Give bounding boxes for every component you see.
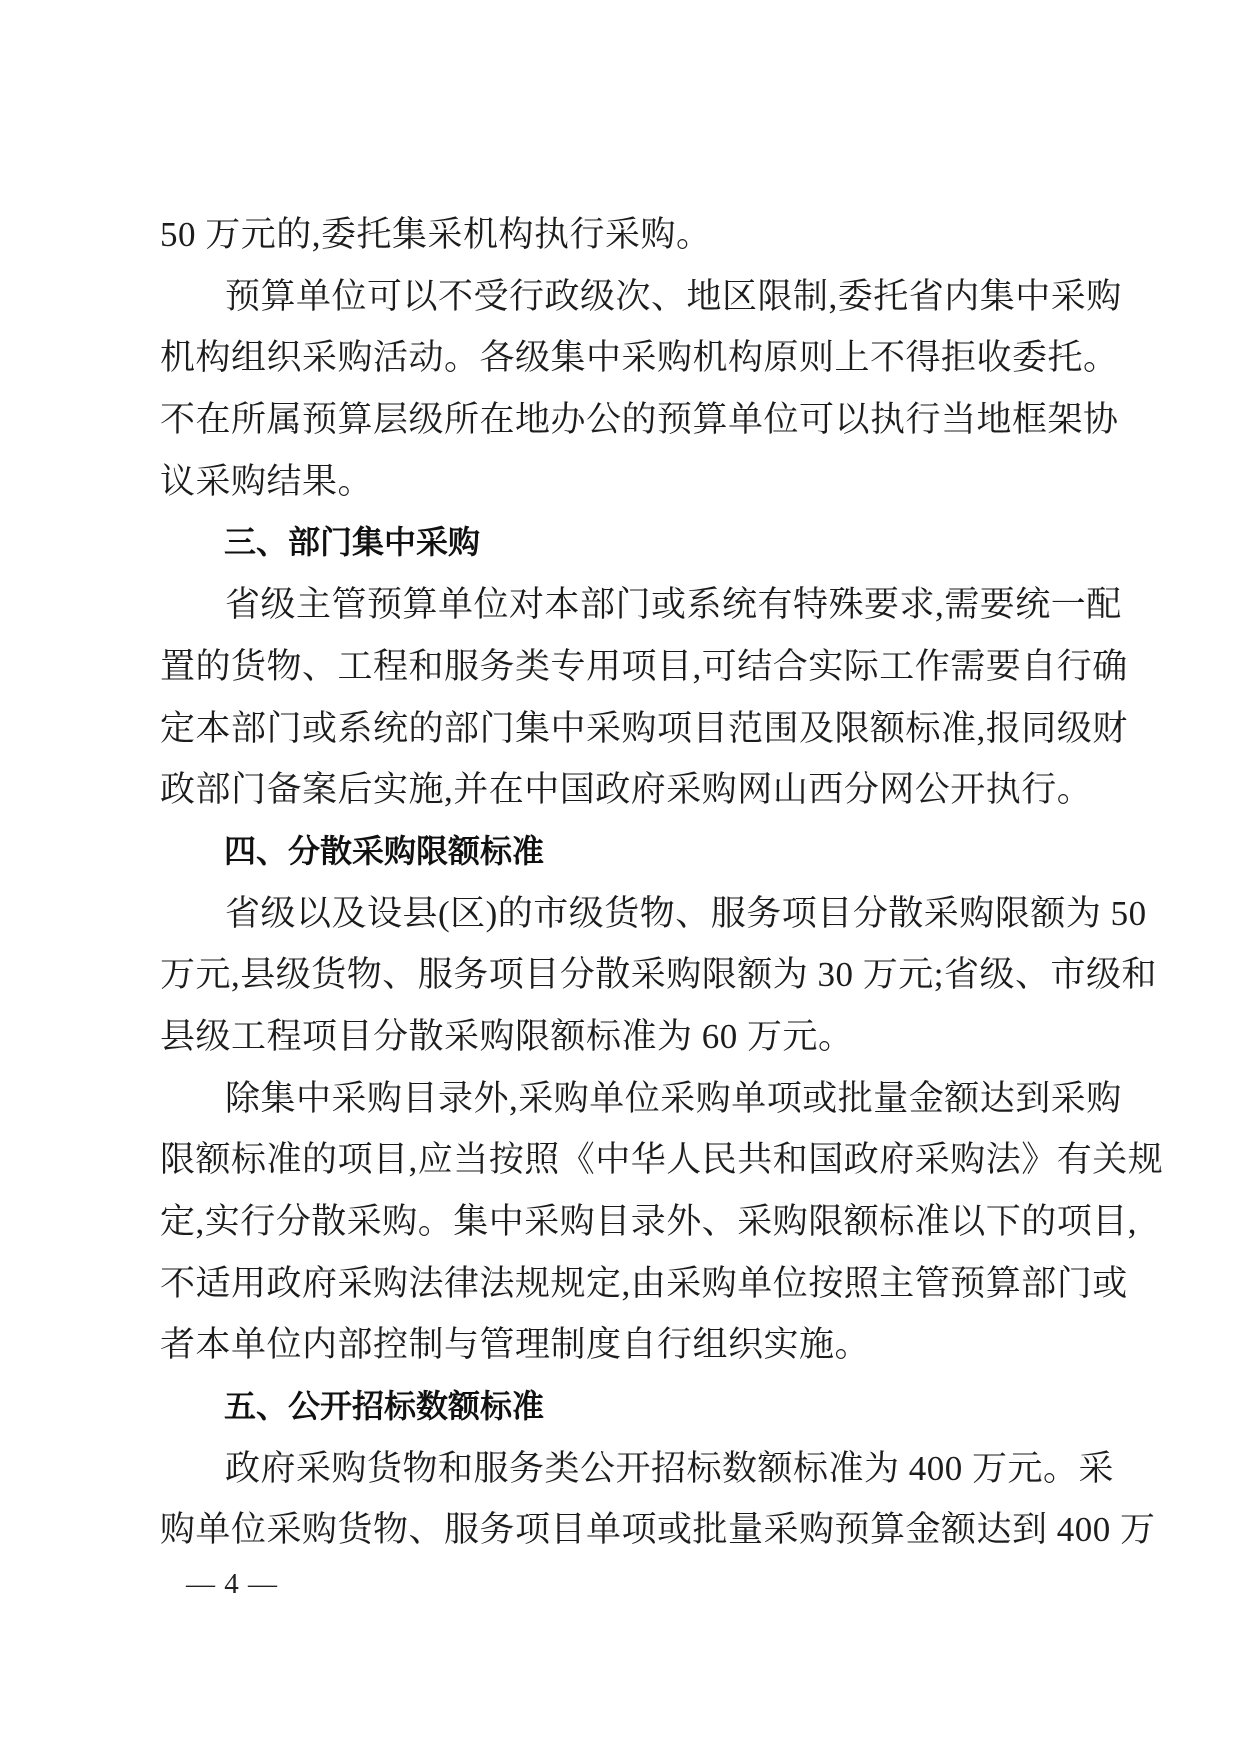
page-number: — 4 — — [186, 1568, 278, 1600]
body-line: 50 万元的,委托集采机构执行采购。 — [160, 215, 712, 254]
body-line: 者本单位内部控制与管理制度自行组织实施。 — [160, 1325, 871, 1365]
section-heading-5: 五、公开招标数额标准 — [224, 1388, 545, 1425]
body-line: 省级以及设县(区)的市级货物、服务项目分散采购限额为 50 — [225, 893, 1147, 933]
body-line: 政府采购货物和服务类公开招标数额标准为 400 万元。采 — [225, 1448, 1115, 1488]
body-line: 省级主管预算单位对本部门或系统有特殊要求,需要统一配 — [225, 585, 1122, 625]
body-line: 政部门备案后实施,并在中国政府采购网山西分网公开执行。 — [160, 770, 1093, 810]
body-line: 不在所属预算层级所在地办公的预算单位可以执行当地框架协 — [160, 400, 1119, 440]
section-heading-3: 三、部门集中采购 — [224, 524, 481, 561]
body-line: 议采购结果。 — [160, 461, 374, 501]
body-line: 定本部门或系统的部门集中采购项目范围及限额标准,报同级财 — [160, 708, 1128, 748]
body-line: 除集中采购目录外,采购单位采购单项或批量金额达到采购 — [225, 1078, 1122, 1118]
body-line: 购单位采购货物、服务项目单项或批量采购预算金额达到 400 万 — [160, 1510, 1156, 1550]
body-line: 县级工程项目分散采购限额标准为 60 万元。 — [160, 1016, 854, 1056]
body-line: 机构组织采购活动。各级集中采购机构原则上不得拒收委托。 — [160, 338, 1119, 378]
body-line: 万元,县级货物、服务项目分散采购限额为 30 万元;省级、市级和 — [160, 955, 1157, 995]
body-line: 定,实行分散采购。集中采购目录外、采购限额标准以下的项目, — [160, 1202, 1138, 1241]
document-body — [160, 204, 1164, 1561]
body-line: 不适用政府采购法律法规规定,由采购单位按照主管预算部门或 — [160, 1263, 1128, 1303]
body-line: 置的货物、工程和服务类专用项目,可结合实际工作需要自行确 — [160, 646, 1128, 686]
body-line: 预算单位可以不受行政级次、地区限制,委托省内集中采购 — [225, 276, 1122, 316]
section-heading-4: 四、分散采购限额标准 — [224, 832, 545, 869]
body-line: 限额标准的项目,应当按照《中华人民共和国政府采购法》有关规 — [160, 1140, 1164, 1180]
